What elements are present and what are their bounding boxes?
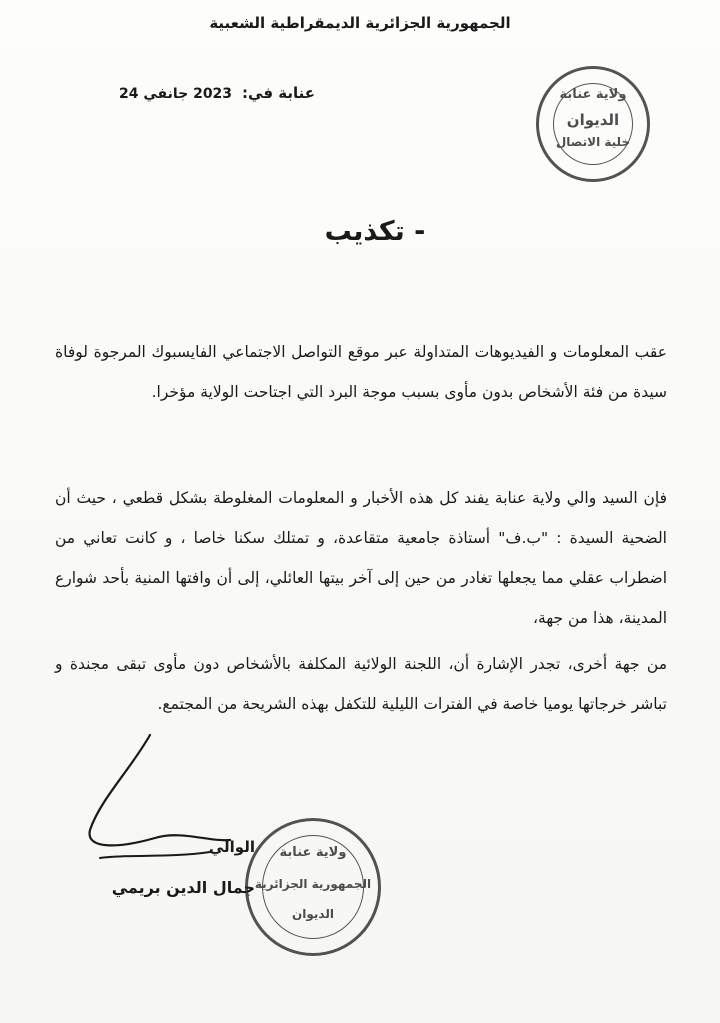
- handwritten-signature: [60, 730, 240, 880]
- stamp-top-line1: ولاية عنابة: [559, 87, 627, 102]
- official-stamp-bottom: [245, 818, 381, 956]
- body-paragraph-3: من جهة أخرى، تجدر الإشارة أن، اللجنة الولائية المكلفة بالأشخاص دون مأوى تبقى مجندة و تباشر خرجاتها يوميا خاصة في الفترات الليلية للتكفل بهذه الشريحة من المجتمع.: [55, 655, 667, 713]
- stamp-bottom-line2: الجمهورية الجزائرية: [254, 877, 372, 891]
- official-stamp-top: [536, 66, 650, 182]
- date-value: 2023 جانفي 24: [119, 86, 233, 102]
- stamp-top-line3: خلية الاتصال: [555, 135, 631, 149]
- body-paragraph-1: عقب المعلومات و الفيديوهات المتداولة عبر موقع التواصل الاجتماعي الفايسبوك المرجوة لوفاة سيدة من فئة الأشخاص بدون مأوى بسبب موجة البرد التي اجتاحت الولاية مؤخرا.: [55, 343, 667, 401]
- stamp-bottom-line3: الديوان: [292, 907, 334, 921]
- body-paragraph-2: فإن السيد والي ولاية عنابة يفند كل هذه الأخبار و المعلومات المغلوطة بشكل قطعي ، حيث أن الضحية السيدة : "ب.ف" أستاذة جامعية متقاعدة، و تمتلك سكنا خاصا ، و كانت تعاني من اضطراب عقلي مما يجعلها تغادر من حين إلى آخر بيتها العائلي، إلى أن وافتها المنية بأحد شوارع المدينة، هذا من جهة،: [55, 489, 667, 627]
- document-title: - تكذيب: [324, 216, 426, 247]
- stamp-top-line2: الديوان: [566, 111, 620, 129]
- signature-title: الوالي: [208, 838, 255, 856]
- stamp-bottom-line1: ولاية عنابة: [279, 845, 347, 860]
- signature-name: جمال الدين بريمي: [111, 878, 255, 897]
- date-line: [90, 84, 315, 102]
- republic-header: الجمهورية الجزائرية الديمقراطية الشعبية: [209, 14, 511, 32]
- date-label: عنابة في:: [242, 84, 315, 102]
